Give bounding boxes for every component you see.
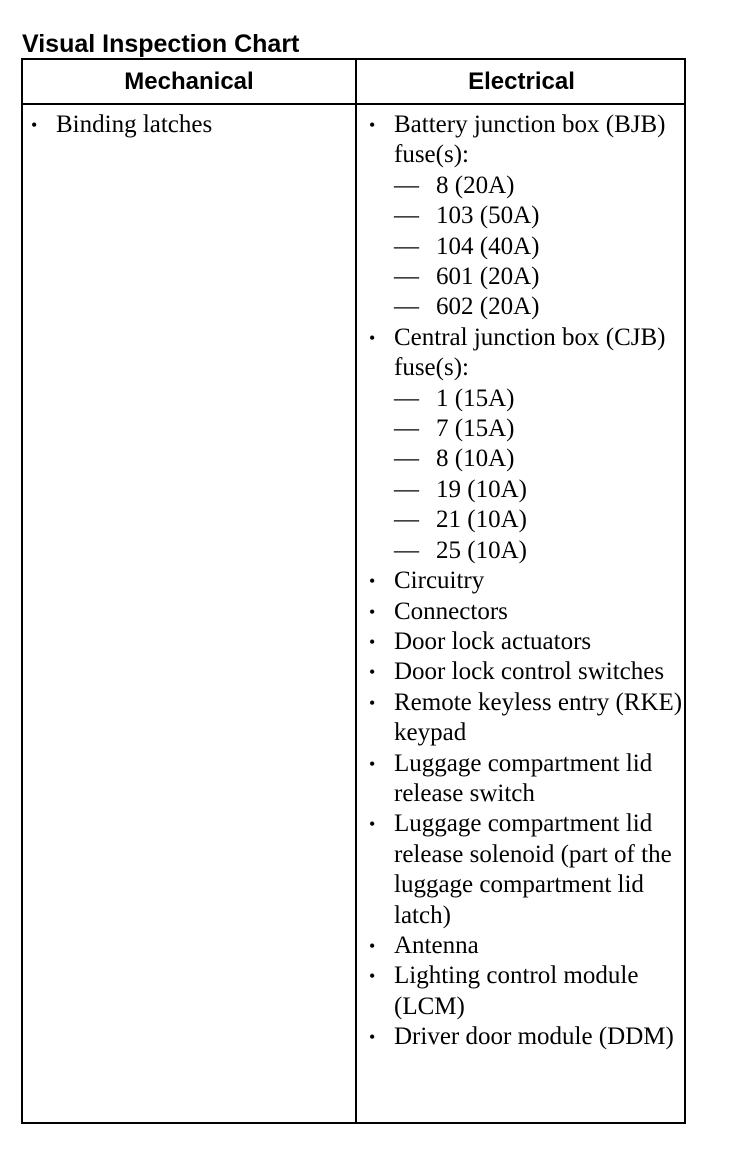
- fuse-subitem-text: 601 (20A): [436, 263, 540, 291]
- fuse-subitem: [394, 171, 684, 201]
- electrical-item: [369, 323, 684, 566]
- dash-icon: —: [394, 263, 419, 291]
- dash-icon: —: [394, 475, 419, 503]
- electrical-item: [369, 749, 684, 810]
- electrical-item: [369, 110, 684, 323]
- fuse-subitem: [394, 475, 684, 505]
- electrical-column-header: Electrical: [468, 68, 575, 95]
- fuse-subitem-text: 7 (15A): [436, 415, 515, 443]
- electrical-item-text: Central junction box (CJB) fuse(s):: [394, 323, 666, 382]
- electrical-list: [369, 110, 684, 1053]
- electrical-item: [369, 931, 684, 961]
- electrical-cell: [369, 110, 684, 1053]
- electrical-item: [369, 566, 684, 596]
- electrical-item-text: Luggage compartment lid release switch: [394, 749, 653, 807]
- fuse-subitem-text: 19 (10A): [436, 475, 527, 503]
- fuse-subitem-text: 8 (10A): [436, 445, 515, 473]
- electrical-item-text: Circuitry: [394, 567, 485, 595]
- fuse-subitem-text: 1 (15A): [436, 384, 515, 412]
- electrical-item-text: Door lock actuators: [394, 627, 592, 655]
- fuse-subitem-text: 602 (20A): [436, 293, 540, 321]
- inspection-table: [21, 58, 686, 1124]
- dash-icon: —: [394, 415, 419, 443]
- fuse-subitem-text: 21 (10A): [436, 506, 527, 534]
- fuse-subitem: [394, 505, 684, 535]
- fuse-subitem: [394, 262, 684, 292]
- electrical-item-text: Lighting control module (LCM): [394, 962, 639, 1020]
- bullet-icon: •: [369, 753, 376, 774]
- bullet-icon: •: [369, 814, 376, 835]
- dash-icon: —: [394, 171, 419, 199]
- fuse-subitem-text: 25 (10A): [436, 536, 527, 564]
- dash-icon: —: [394, 202, 419, 230]
- electrical-item-text: Luggage compartment lid release solenoid (part of the luggage compartment lid latch): [394, 810, 672, 929]
- electrical-item: [369, 809, 684, 931]
- fuse-subitem: [394, 384, 684, 414]
- mechanical-cell: [31, 110, 349, 140]
- electrical-item: [369, 657, 684, 687]
- fuse-subitem-text: 104 (40A): [436, 232, 540, 260]
- electrical-item: [369, 688, 684, 749]
- bullet-icon: •: [369, 115, 376, 135]
- electrical-item-text: Antenna: [394, 931, 479, 959]
- dash-icon: —: [394, 536, 419, 564]
- electrical-item: [369, 597, 684, 627]
- bullet-icon: •: [369, 601, 376, 622]
- electrical-item: [369, 961, 684, 1022]
- bullet-icon: •: [369, 662, 376, 683]
- electrical-item-text: Battery junction box (BJB) fuse(s):: [394, 111, 666, 169]
- fuse-subitem: [394, 414, 684, 444]
- dash-icon: —: [394, 232, 419, 260]
- electrical-item-text: Remote keyless entry (RKE) keypad: [394, 688, 683, 747]
- mechanical-item-text: Binding latches: [56, 111, 213, 138]
- electrical-item-text: Door lock control switches: [394, 658, 665, 686]
- mechanical-list: [31, 110, 349, 140]
- bullet-icon: •: [369, 692, 376, 713]
- bullet-icon: •: [369, 327, 376, 348]
- bullet-icon: •: [369, 571, 376, 592]
- fuse-subitem-text: 103 (50A): [436, 202, 540, 230]
- mechanical-item: [31, 110, 349, 140]
- header-divider: [23, 103, 684, 105]
- fuse-sublist: [394, 171, 684, 323]
- dash-icon: —: [394, 384, 419, 412]
- column-divider: [355, 60, 357, 1122]
- dash-icon: —: [394, 506, 419, 534]
- bullet-icon: •: [369, 966, 376, 987]
- dash-icon: —: [394, 445, 419, 473]
- fuse-subitem: [394, 201, 684, 231]
- bullet-icon: •: [369, 631, 376, 652]
- electrical-item: [369, 1022, 684, 1052]
- dash-icon: —: [394, 293, 419, 321]
- page-title: Visual Inspection Chart: [22, 29, 300, 58]
- mechanical-column-header: Mechanical: [124, 68, 254, 95]
- fuse-sublist: [394, 384, 684, 566]
- electrical-item-text: Driver door module (DDM): [394, 1023, 674, 1051]
- fuse-subitem: [394, 292, 684, 322]
- bullet-icon: •: [369, 1027, 376, 1048]
- fuse-subitem-text: 8 (20A): [436, 171, 515, 199]
- electrical-item: [369, 627, 684, 657]
- fuse-subitem: [394, 536, 684, 566]
- electrical-item-text: Connectors: [394, 597, 508, 625]
- fuse-subitem: [394, 232, 684, 262]
- fuse-subitem: [394, 444, 684, 474]
- bullet-icon: •: [369, 935, 376, 956]
- bullet-icon: •: [31, 115, 38, 135]
